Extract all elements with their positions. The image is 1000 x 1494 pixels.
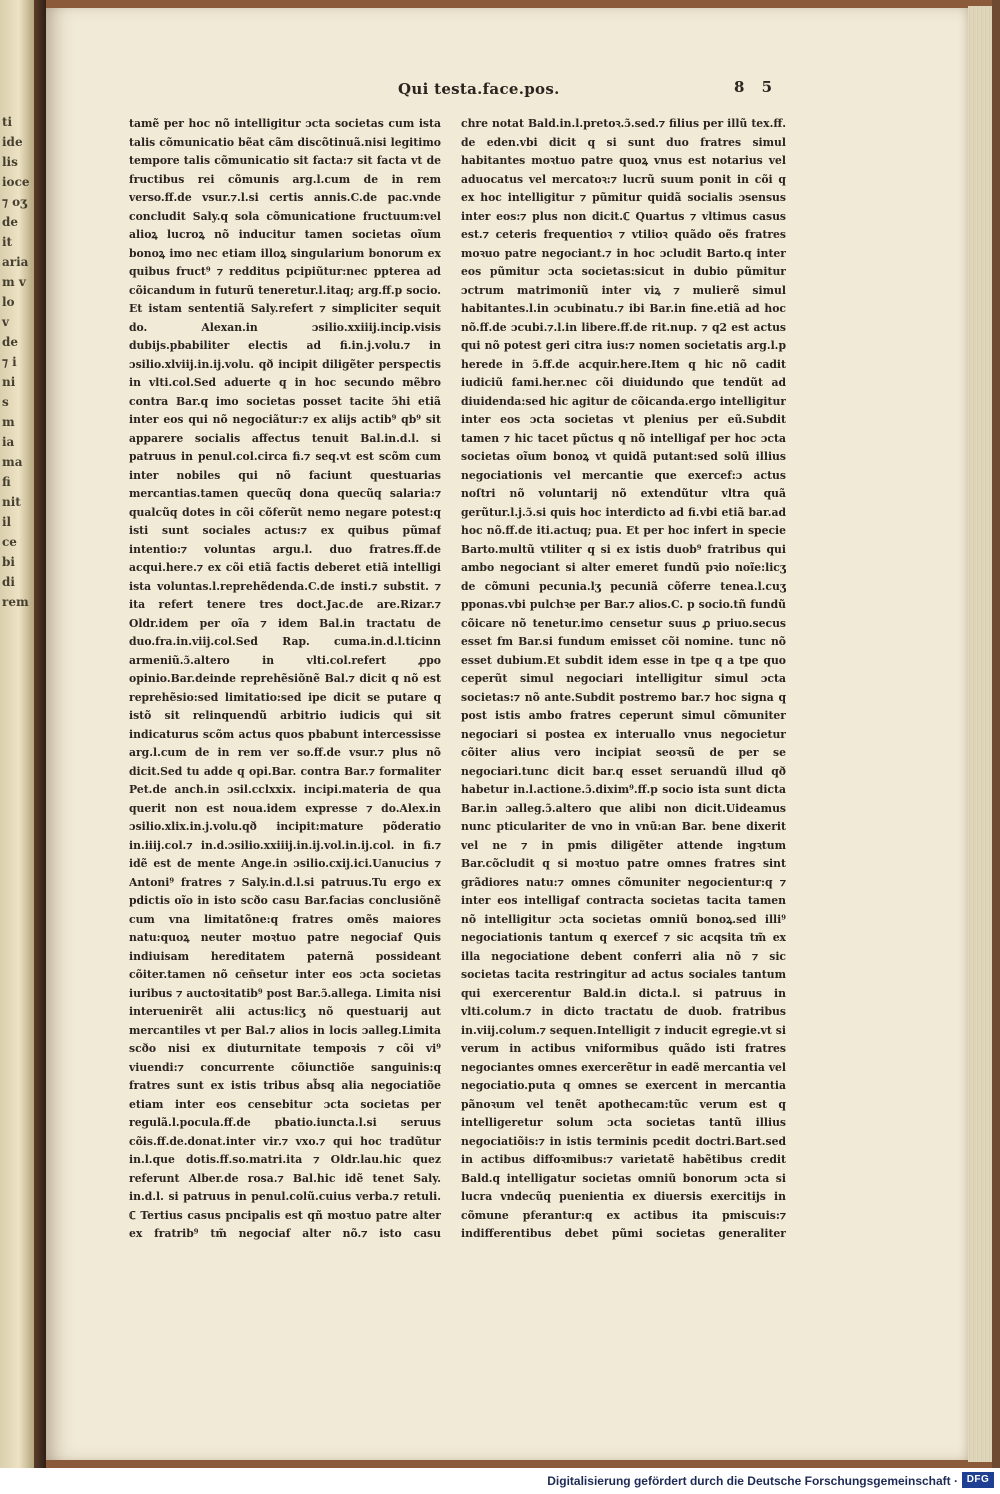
text-column-left: tamẽ per hoc nõ intelligitur ɔcta societas cum ista talis cõmunicatio bẽat cãm discõtinuã.nisi legitimo tempore talis cõmunicatio sit facta:⁊ sit facta vt de fructibus rei cõmunis arg.l.cum de in rem verso.ff.de vsur.⁊.l.si certis annis.C.de pac.vnde concludit Saly.q sola cõmunicatione fructuum:vel alioꝝ lucroꝝ nõ inducitur tamen societas oĩum bonoꝝ imo nec etiam illoꝝ singularium bonorum ex quibus fruct⁹ ⁊ redditus pcipiũtur:nec ppterea ad cõicandum in futurũ teneretur.l.itaq; arg.ff.p socio. Et istam sententiã Saly.refert ⁊ simpliciter sequit do. Alexan.in ɔsilio.xxiiij.incip.visis dubijs.pbabiliter electis ad fi.in.j.volu.⁊ in ɔsilio.xlviij.in.ij.volu. qð incipit diligẽter perspectis in vlti.col.Sed aduerte q in hoc secundo mẽbro contra Bar.q imo societas posset tacite ɔ̃hi etiã inter eos qui nõ negociãtur:⁊ ex alijs actib⁹ qb⁹ sit apparere socialis affectus tenuit Bal.in.d.l. si patruus in penul.col.circa fi.⁊ seq.vt est scõm cum inter nobiles qui nõ faciunt questuarias mercantias.tamen quecũq dona quecũq salaria:⁊ qualcũq dotes in cõi cõferũt nemo negare potest:q isti sunt sociales actus:⁊ ex quibus pũmaf intentio:⁊ voluntas argu.l. duo fratres.ff.de acqui.here.⁊ ex cõi etiã factis deberet etiã intelligi ista voluntas.l.reprehẽdenda.C.de insti.⁊ substit. ⁊ ita refert tenere tres doct.Jac.de are.Rizar.⁊ Oldr.idem per oĩa ⁊ idem Bal.in tractatu de duo.fra.in.viij.col.Sed Rap. cuma.in.d.l.ticinn armeniũ.ɔ̃.altero in vlti.col.refert ꝓpo opinio.Bar.deinde reprehẽsiõnẽ Bal.⁊ dicit q nõ est reprehẽsio:sed limitatio:sed ipe dicit se putare q istõ sit relinquendũ arbitrio iudicis qui sit indicaturus scõm actus quos pbabunt intercessisse arg.l.cum de in rem ver so.ff.de vsur.⁊ plus nõ dicit.Sed tu adde q opi.Bar. contra Bar.⁊ formaliter Pet.de anch.in ɔsil.cclxxix. incipi.materia de qua querit non est noua.idem expresse ⁊ do.Alex.in ɔsilio.xlix.in.j.volu.qð incipit:mature põderatio in.iiij.col.⁊ in.d.ɔsilio.xxiiij.in.ij.vol.in.ij.col. in fi.⁊ idẽ est de mente Ange.in ɔsilio.cxij.ici.Uanucius ⁊ Antoni⁹ fratres ⁊ Saly.in.d.l.si patruus.Tu ergo ex pdictis oĩo in isto scðo casu Bar.facias conclusiõnẽ cum vna limitatõne:q fratres omẽs maiores natu:quoꝝ neuter moꝛtuo patre negociaf Quis indiuisam hereditatem paternã possideant cõiter.tamen nõ cen̄setur inter eos ɔcta societas iuribus ⁊ auctoꝛitatib⁹ post Bar.ɔ̃.allega. Limita nisi interuenirẽt alii actus:licʒ nõ questuarij aut mercantiles vt per Bal.⁊ alios in locis ɔalleg.Limita scðo nisi ex diuturnitate tempoꝛis ⁊ cõi vi⁹ viuendi:⁊ concurrente cõiunctiõe sanguinis:q fratres sunt ex istis tribus ab̃sq alia negociatiõe etiam inter eos censebitur ɔcta societas per regulã.l.pocula.ff.de pbatio.iuncta.l.si seruus cõis.ff.de.donat.inter vir.⁊ vxo.⁊ qui hoc tradũtur in.l.que dotis.ff.so.matri.ita ⁊ Oldr.lau.hic quez referunt Alber.de rosa.⁊ Bal.hic idẽ tenet Saly. in.d.l. si patruus in penul.colũ.cuius verba.⁊ retuli. ℂ Tertius casus pncipalis est qñ moꝛtuo patre alter ex fratrib⁹ tm̃ negociaf alter nõ.⁊ isto casu xyxy=(129,117,441,1240)
previous-page-edge xyxy=(0,0,34,1468)
folio-number: 8 5 xyxy=(734,78,779,96)
previous-page-text-fragment: ti ide lis ioce ⁊ oʒ de it aria m v lo v de ⁊ i ni s m ia ma fi nit il ce bi di rem xyxy=(2,115,30,609)
funding-notice: Digitalisierung gefördert durch die Deutsche Forschungsgemeinschaft · xyxy=(547,1474,958,1488)
running-header: Qui testa.face.pos. xyxy=(398,80,560,98)
book-cover-edge xyxy=(992,0,1000,1468)
dfg-logo: DFG xyxy=(962,1472,994,1488)
page-edges xyxy=(968,6,992,1462)
book-gutter xyxy=(34,0,46,1468)
text-column-right: chre notat Bald.in.l.pretoꝛ.ɔ̃.sed.⁊ filius per illũ tex.ff. de eden.vbi dicit q si sunt duo fratres simul habitantes moꝛtuo patre quoꝝ vnus est notarius vel aduocatus vel mercatoꝛ:⁊ lucrũ suum ponit in cõi q ex hoc intelligitur ⁊ pũmitur quidã socialis ɔsensus inter eos:⁊ plus non dicit.ℂ Quartus ⁊ vltimus casus est.⁊ ceteris frequentioꝛ ⁊ vtilioꝛ quãdo oẽs fratres moꝛuo patre negociant.⁊ in hoc ɔcludit Barto.q inter eos pũmitur ɔcta societas:sicut in dubio pũmitur ɔctrum matrimoniũ inter viꝝ ⁊ mulierẽ simul habitantes.l.in ɔcubinatu.⁊ ibi Bar.in fine.etiã ad hoc nõ.ff.de ɔcubi.⁊.l.in libere.ff.de rit.nup. ⁊ q2 est actus qui nõ potest geri citra ius:⁊ nomen societatis arg.l.p herede in ɔ̃.ff.de acquir.here.Item q hic nõ cadit iudiciũ fami.her.nec cõi diuidundo que tendũt ad diuidenda:sed hic agitur de cõicanda.ergo intelligitur inter eos ɔcta societas vt plenius per eũ.Subdit tamen ⁊ hic tacet pũctus q nõ intelligaf per hoc ɔcta societas oĩum bonoꝝ vt quidã putant:sed solũ illius negociationis vel mercantie que exercef:ɔ actus noſtri nõ voluntarij nõ extendũtur vltra quã gerũtur.l.j.ɔ̃.si quis hoc interdicto ad fi.vbi etiã bar.ad hoc nõ.ff.de iti.actuq; pua. Et per hoc infert in specie Barto.multũ vtiliter q si ex istis duob⁹ fratribus qui ambo negociant si alter emeret fundũ pꝛio noĩe:licʒ de cõmuni pecunia.lʒ pecuniã cõferre tenea.l.cuʒ pponas.vbi pulchꝛe per Bar.⁊ alios.C. p socio.tñ fundũ cõicare nõ tenetur.imo censetur suus ꝓ priuo.secus esset fm Bar.si fundum emisset cõi nomine. tunc nõ esset dubium.Et subdit idem esse in tpe q a tpe quo ceperũt simul negociari intelligitur simul ɔcta societas:⁊ nõ ante.Subdit postremo bar.⁊ hoc signa q post istis ambo fratres ceperunt simul cõmuniter negociari si postea ex interuallo vnus negocietur cõiter alius vero incipiat seoꝛsũ de per se negociari.tunc dicit bar.q esset seruandũ illud qð habetur in.l.actione.ɔ̃.dixim⁹.ff.p socio ista sunt dicta Bar.in ɔalleg.ɔ̃.altero que alibi non dicit.Uideamus nunc pticulariter de vno in vnũ:an Bar. bene dixerit vel ne ⁊ in pmis diligẽter attende ingꝛtum Bar.cõcludit q si moꝛtuo patre omnes fratres sint grãdiores natu:⁊ omnes cõmuniter negocientur:q ⁊ inter eos intelligaf contracta societas tacita tamen nõ intelligitur ɔcta societas omniũ bonoꝝ.sed illi⁹ negociationis tantum q exercef ⁊ sic acqsita tm̃ ex illa negociatione debent conferri alia nõ ⁊ sic societas tacita restringitur ad actus sociales tantum qui exercerentur Bald.in dicta.l. si patruus in vlti.colum.⁊ in dicto tractatu de duob. fratribus in.viij.colum.⁊ sequen.Intelligit ⁊ inducit egregie.vt si verum in actibus vniformibus quãdo isti fratres negociantes omnes exercerẽtur in eadẽ mercantia vel negociatio.puta q omnes se exercent in mercantia pãnoꝛum vel tenẽt apothecam:tũc verum est q intelligeretur solum ɔcta societas tantũ illius negociatiõis:⁊ in istis terminis pcedit doctri.Bart.sed in actibus diffoꝛmibus:⁊ varietatẽ habẽtibus credit Bald.q intelligatur societas omniũ bonorum ɔcta si lucra vndecũq puenientia ex diuersis exercitijs in cõmune pferantur:q ex actibus ita pmiscuis:⁊ indifferentibus debet pũmi societas generaliter xyxy=(461,117,786,1240)
